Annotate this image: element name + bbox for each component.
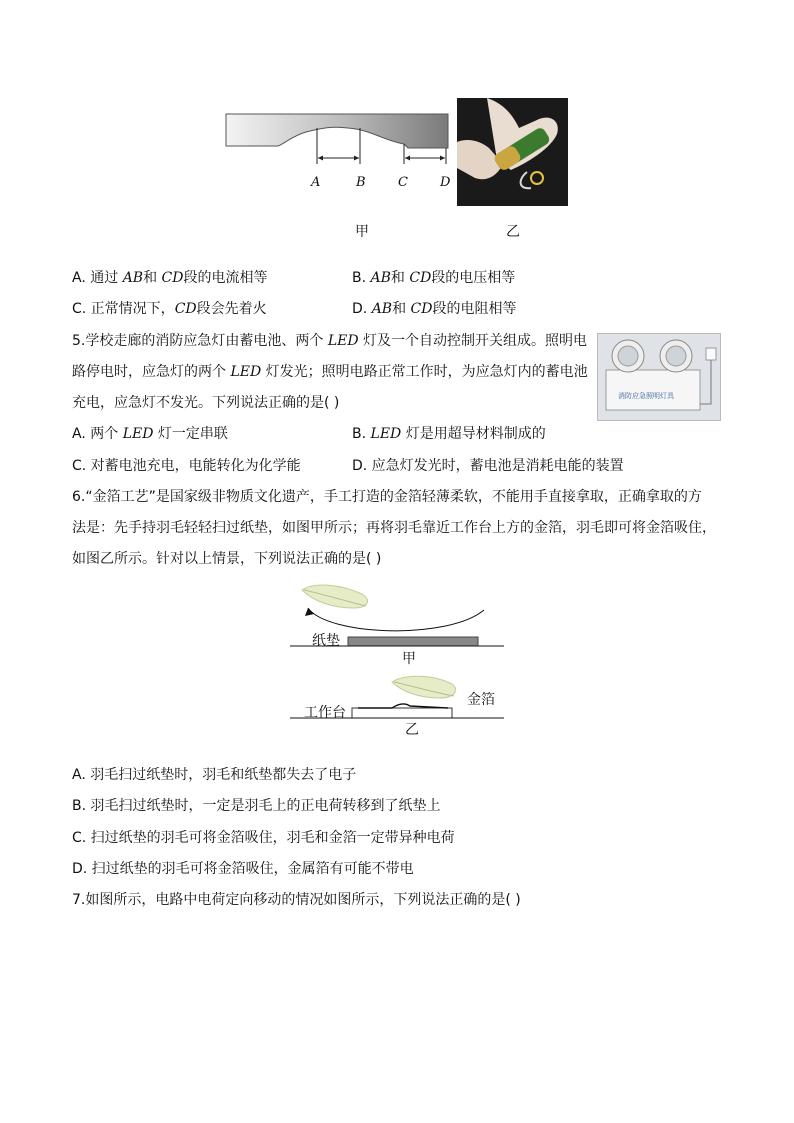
caption-jia-2: 甲 bbox=[402, 651, 416, 667]
emergency-lamp-image bbox=[597, 333, 721, 421]
label-a: A bbox=[311, 175, 321, 190]
q6-stem-line2: 法是：先手持羽毛轻轻扫过纸垫，如图甲所示；再将羽毛靠近工作台上方的金箔，羽毛即可将金箔吸住， bbox=[72, 520, 716, 536]
conductor-wire-shape bbox=[226, 114, 448, 148]
caption-yi-2: 乙 bbox=[405, 722, 419, 738]
q5-stem-line3: 充电，应急灯不发光。下列说法正确的是( ) bbox=[72, 395, 340, 411]
q6-stem-line1: 6.“金箔工艺”是国家级非物质文化遗产，手工打造的金箔轻薄柔软，不能用手直接拿取，正确拿取的方 bbox=[72, 489, 702, 505]
q6-option-a: A. 羽毛扫过纸垫时，羽毛和纸垫都失去了电子 bbox=[72, 767, 357, 783]
caption-jia: 甲 bbox=[355, 224, 369, 240]
caption-yi: 乙 bbox=[506, 224, 520, 240]
label-paper-pad: 纸垫 bbox=[312, 633, 340, 649]
label-worktable: 工作台 bbox=[304, 705, 346, 721]
q4-option-d: D. AB和 CD段的电阻相等 bbox=[352, 301, 517, 317]
q5-option-c: C. 对蓄电池充电，电能转化为化学能 bbox=[72, 458, 301, 474]
q5-stem-line2: 路停电时，应急灯的两个 LED 灯发光；照明电路正常工作时，为应急灯内的蓄电池 bbox=[72, 364, 588, 380]
q6-stem-line3: 如图乙所示。针对以上情景，下列说法正确的是( ) bbox=[72, 551, 382, 567]
label-b: B bbox=[356, 175, 366, 190]
q4-option-c: C. 正常情况下，CD段会先着火 bbox=[72, 301, 267, 317]
label-gold-foil: 金箔 bbox=[467, 692, 495, 708]
q6-option-d: D. 扫过纸垫的羽毛可将金箔吸住，金属箔有可能不带电 bbox=[72, 861, 414, 877]
q5-option-d: D. 应急灯发光时，蓄电池是消耗电能的装置 bbox=[352, 458, 624, 474]
q4-option-b: B. AB和 CD段的电压相等 bbox=[352, 270, 516, 286]
battery-photo bbox=[457, 98, 568, 206]
label-d: D bbox=[440, 175, 451, 190]
q7-stem-line1: 7.如图所示，电路中电荷定向移动的情况如图所示，下列说法正确的是( ) bbox=[72, 892, 521, 908]
q4-option-a: A. 通过 AB和 CD段的电流相等 bbox=[72, 270, 268, 286]
q5-option-a: A. 两个 LED 灯一定串联 bbox=[72, 426, 228, 442]
q6-option-c: C. 扫过纸垫的羽毛可将金箔吸住，羽毛和金箔一定带异种电荷 bbox=[72, 830, 455, 846]
q6-option-b: B. 羽毛扫过纸垫时，一定是羽毛上的正电荷转移到了纸垫上 bbox=[72, 798, 441, 814]
q5-option-b: B. LED 灯是用超导材料制成的 bbox=[352, 426, 546, 442]
q5-stem-line1: 5.学校走廊的消防应急灯由蓄电池、两个 LED 灯及一个自动控制开关组成。照明电 bbox=[72, 333, 588, 349]
lamp-panel-text: 消防应急照明灯具 bbox=[618, 392, 674, 400]
conductor-figure bbox=[222, 106, 452, 166]
label-c: C bbox=[398, 175, 408, 190]
